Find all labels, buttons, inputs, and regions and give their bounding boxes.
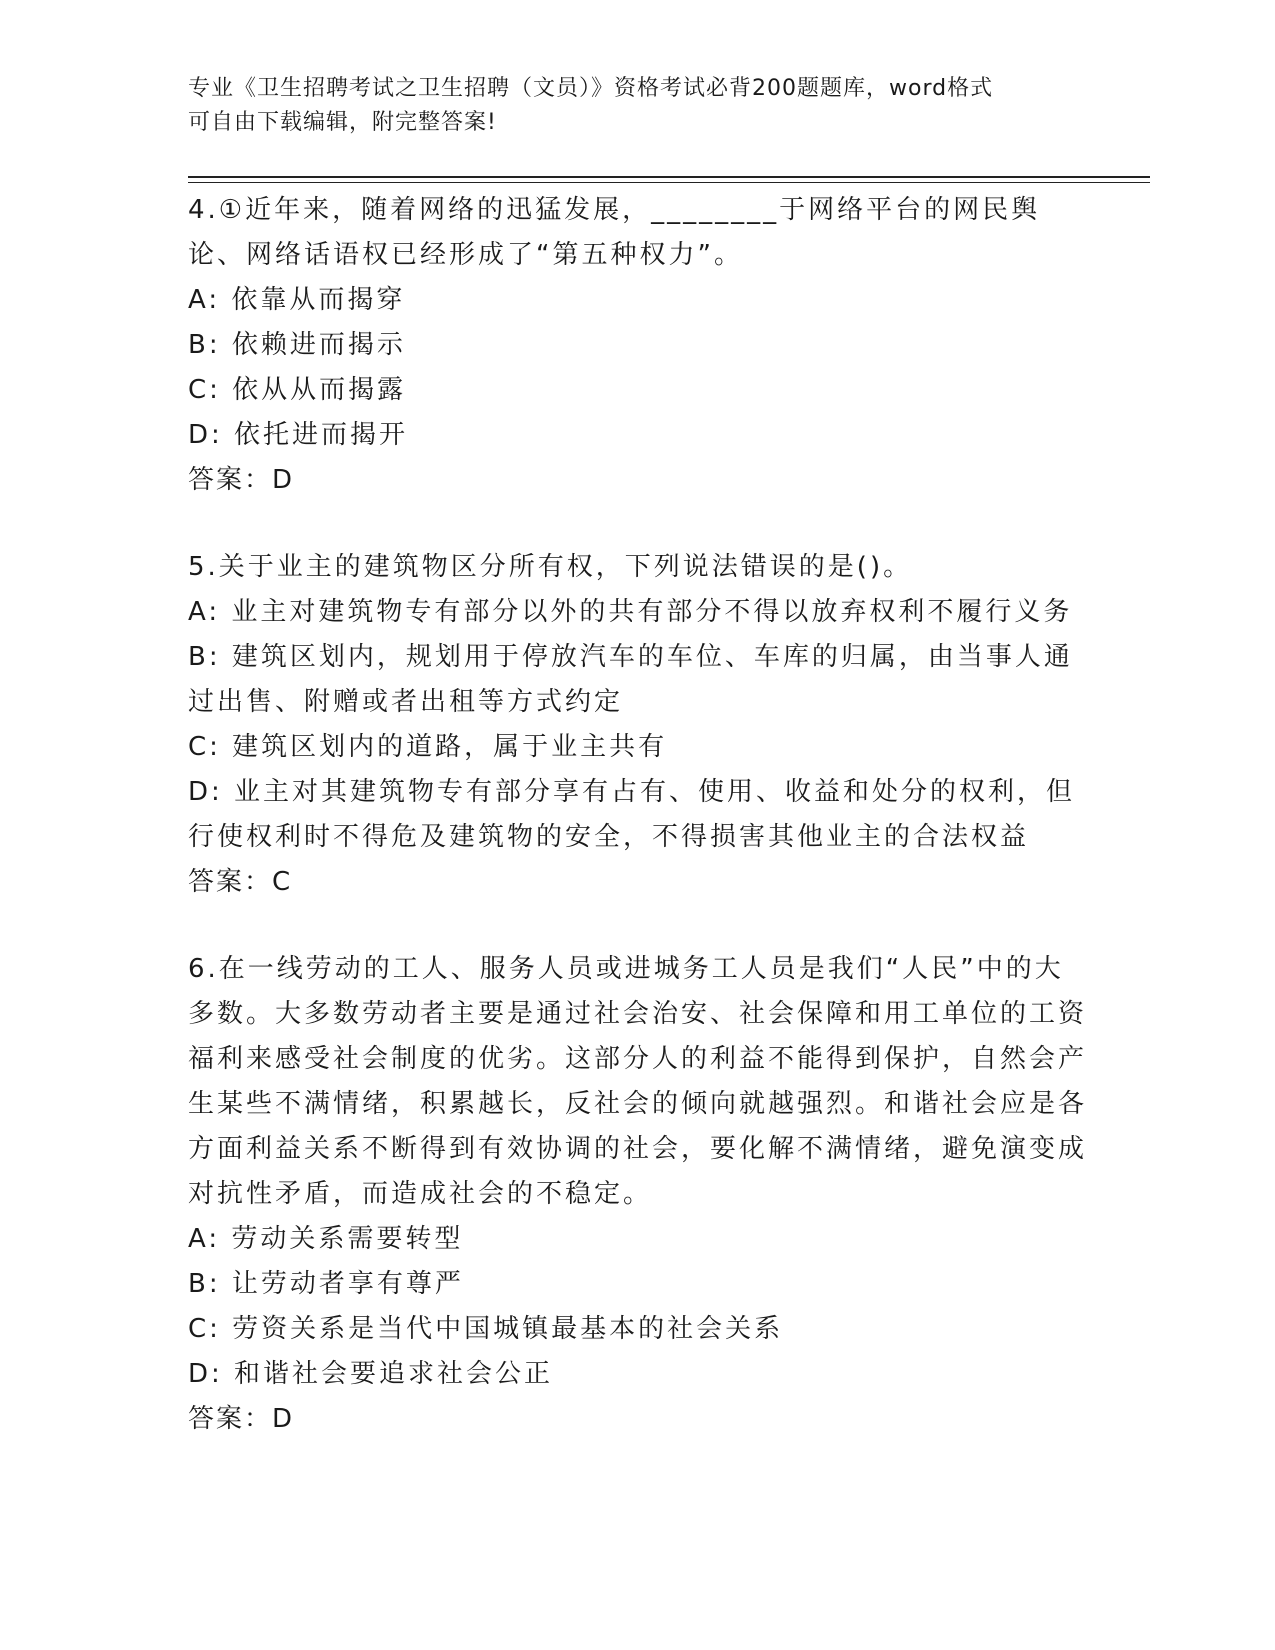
question-5 <box>188 545 1088 905</box>
option-c: C: 依从从而揭露 <box>188 375 407 405</box>
question-stem: 4.①近年来，随着网络的迅猛发展，________于网络平台的网民舆论、网络话语权已经形成了“第五种权力”。 <box>188 195 1041 270</box>
header-divider-thin <box>188 182 1150 183</box>
option-d: D: 和谐社会要追求社会公正 <box>188 1359 554 1389</box>
answer-value: C <box>272 867 292 897</box>
option-b: B: 让劳动者享有尊严 <box>188 1269 464 1299</box>
answer-label: 答案： <box>188 1404 273 1434</box>
option-c: C: 建筑区划内的道路，属于业主共有 <box>188 732 668 762</box>
answer-label: 答案： <box>188 465 273 495</box>
question-stem: 5.关于业主的建筑物区分所有权，下列说法错误的是()。 <box>188 552 913 582</box>
option-d: D: 业主对其建筑物专有部分享有占有、使用、收益和处分的权利，但行使权利时不得危及建筑物的安全，不得损害其他业主的合法权益 <box>188 777 1076 852</box>
answer-value: D <box>272 1404 294 1434</box>
header-line-1: 专业《卫生招聘考试之卫生招聘（文员）》资格考试必背200题题库，word格式 <box>188 76 994 101</box>
answer-line <box>188 860 1088 905</box>
option-a: A: 劳动关系需要转型 <box>188 1224 464 1254</box>
header-divider-thick <box>188 176 1150 178</box>
answer-line <box>188 458 1088 503</box>
answer-label: 答案： <box>188 867 273 897</box>
option-a: A: 依靠从而揭穿 <box>188 285 406 315</box>
question-4 <box>188 188 1088 503</box>
question-list <box>188 188 1088 1484</box>
option-b: B: 依赖进而揭示 <box>188 330 406 360</box>
answer-line <box>188 1397 1088 1442</box>
option-d: D: 依托进而揭开 <box>188 420 409 450</box>
header-line-2: 可自由下载编辑，附完整答案! <box>188 110 497 135</box>
option-b: B: 建筑区划内，规划用于停放汽车的车位、车库的归属，由当事人通过出售、附赠或者出租等方式约定 <box>188 642 1073 717</box>
answer-value: D <box>272 465 294 495</box>
option-a: A: 业主对建筑物专有部分以外的共有部分不得以放弃权利不履行义务 <box>188 597 1073 627</box>
question-6 <box>188 947 1088 1442</box>
option-c: C: 劳资关系是当代中国城镇最基本的社会关系 <box>188 1314 784 1344</box>
question-stem: 6.在一线劳动的工人、服务人员或进城务工人员是我们“人民”中的大多数。大多数劳动者主要是通过社会治安、社会保障和用工单位的工资福利来感受社会制度的优劣。这部分人的利益不能得到保护，自然会产生某些不满情绪，积累越长，反社会的倾向就越强烈。和谐社会应是各方面利益关系不断得到有效协调的社会，要化解不满情绪，避免演变成对抗性矛盾，而造成社会的不稳定。 <box>188 954 1088 1209</box>
document-header <box>188 72 1068 140</box>
